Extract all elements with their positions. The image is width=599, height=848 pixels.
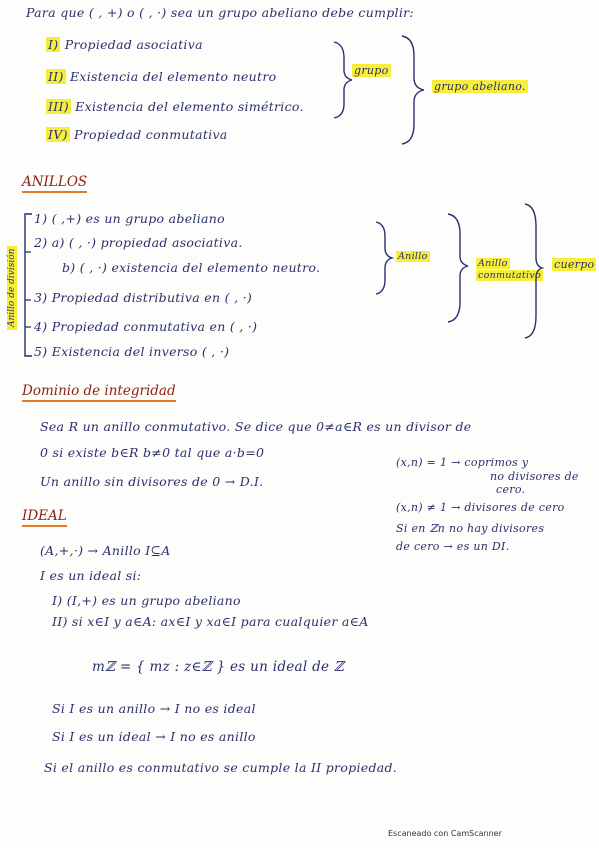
domain-line-1: Sea R un anillo conmutativo. Se dice que 0≠a∈R es un divisor de — [40, 419, 472, 434]
groups-intro: Para que ( , +) o ( , ·) sea un grupo abeliano debe cumplir: — [26, 5, 414, 20]
field-label: cuerpo — [554, 258, 595, 271]
integral-domain-heading: Dominio de integridad — [22, 383, 176, 402]
group-property-3 — [46, 100, 304, 114]
ring-item-2b: b) ( , ·) existencia del elemento neutro. — [62, 260, 321, 275]
scanner-watermark: Escaneado con CamScanner — [388, 829, 502, 838]
abelian-brace — [398, 34, 432, 146]
field-brace — [522, 202, 544, 340]
group-brace — [330, 40, 360, 120]
ring-item-5: 5) Existencia del inverso ( , ·) — [34, 344, 230, 359]
ideal-example: mℤ = { mz : z∈ℤ } es un ideal de ℤ — [92, 659, 345, 675]
property-text: Propiedad conmutativa — [74, 127, 228, 142]
property-number: II) — [48, 69, 64, 84]
group-property-2 — [46, 70, 276, 84]
ideal-cond-1: I) (I,+) es un grupo abeliano — [52, 593, 241, 608]
ideal-intro: I es un ideal si: — [40, 568, 142, 583]
property-text: Propiedad asociativa — [64, 37, 203, 52]
domain-note-zn-2: de cero → es un DI. — [396, 540, 510, 553]
property-number: IV) — [48, 127, 68, 142]
ring-item-2a: 2) a) ( , ·) propiedad asociativa. — [34, 235, 243, 250]
ideal-rule-3: Si el anillo es conmutativo se cumple la II propiedad. — [44, 760, 398, 775]
ring-item-3: 3) Propiedad distributiva en ( , ·) — [34, 290, 253, 305]
domain-note-zn: Si en ℤn no hay divisores — [396, 522, 545, 535]
division-ring-label: Anillo de división — [7, 246, 17, 330]
ideal-cond-2: II) si x∈I y a∈A: ax∈I y xa∈I para cualquier a∈A — [52, 614, 369, 629]
group-property-4 — [46, 128, 228, 142]
ring-item-4: 4) Propiedad conmutativa en ( , ·) — [34, 319, 258, 334]
domain-note-coprime-2: no divisores de — [490, 470, 579, 483]
ring-label: Anillo — [398, 251, 428, 262]
domain-line-2: 0 si existe b∈R b≠0 tal que a·b=0 — [40, 445, 265, 460]
ideal-rule-2: Si I es un ideal → I no es anillo — [52, 729, 256, 744]
domain-note-divisors: (x,n) ≠ 1 → divisores de cero — [396, 501, 565, 514]
property-text: Existencia del elemento neutro — [69, 69, 277, 84]
property-number: III) — [48, 99, 69, 114]
domain-note-coprime: (x,n) = 1 → coprimos y — [396, 456, 529, 469]
ring-item-1: 1) ( ,+) es un grupo abeliano — [34, 211, 225, 226]
domain-note-coprime-3: cero. — [496, 483, 526, 496]
rings-heading: ANILLOS — [22, 174, 87, 193]
ideal-rule-1: Si I es un anillo → I no es ideal — [52, 701, 256, 716]
ring-brace — [372, 220, 398, 296]
comm-ring-brace — [444, 212, 474, 324]
abelian-group-label: grupo abeliano. — [434, 80, 526, 93]
group-property-1 — [46, 38, 203, 52]
ideal-def-line: (A,+,·) → Anillo I⊆A — [40, 543, 171, 558]
property-number: I) — [48, 37, 59, 52]
division-ring-bracket — [20, 212, 34, 358]
property-text: Existencia del elemento simétrico. — [75, 99, 304, 114]
ideal-heading: IDEAL — [22, 508, 67, 527]
comm-ring-label: Anillo conmutativo — [478, 258, 542, 281]
group-label: grupo — [354, 64, 389, 77]
domain-line-3: Un anillo sin divisores de 0 → D.I. — [40, 474, 264, 489]
